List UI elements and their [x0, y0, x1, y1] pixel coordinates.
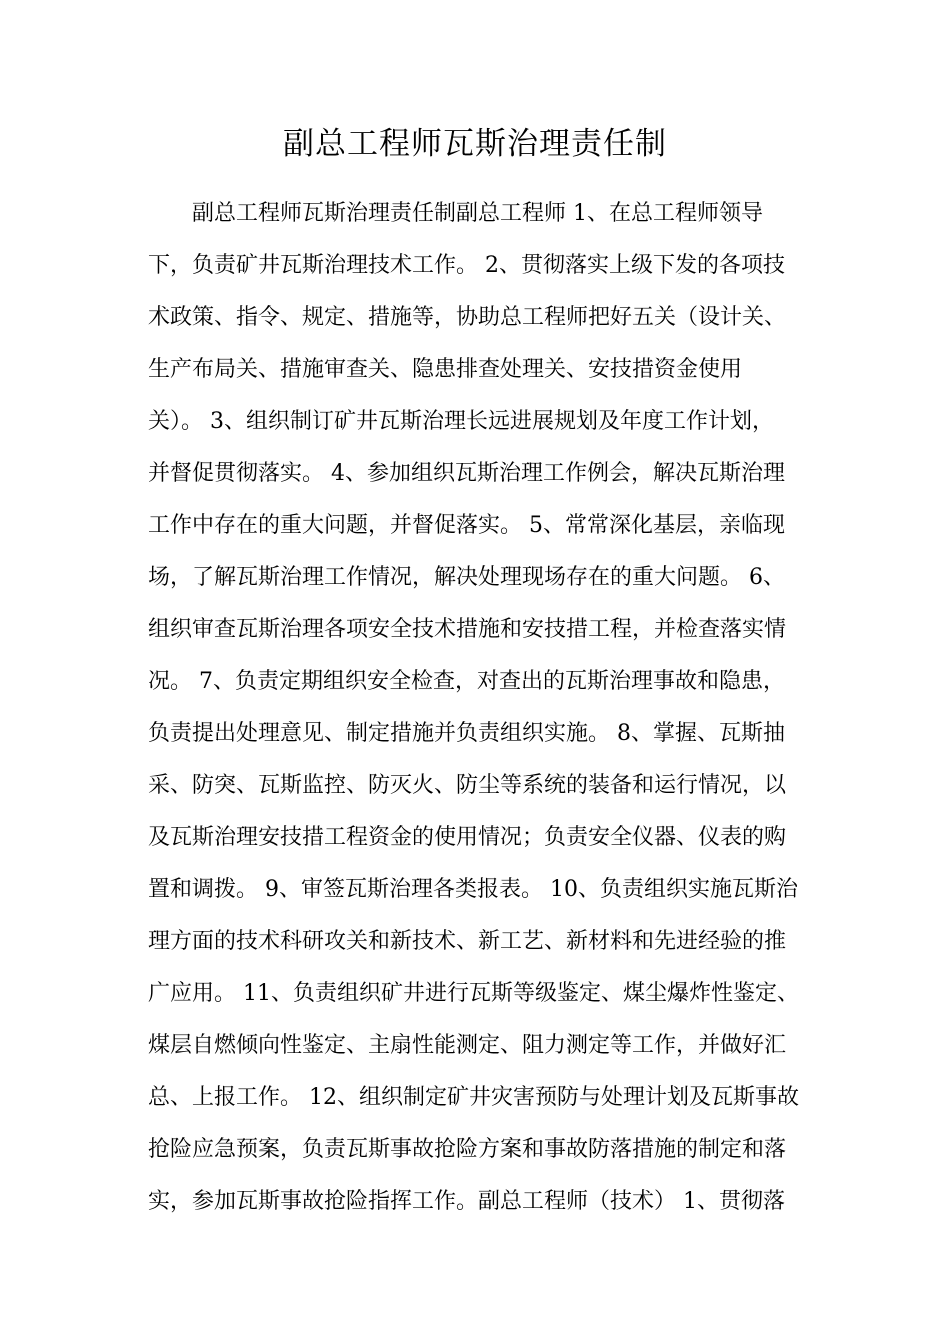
body-line: 实，参加瓦斯事故抢险指挥工作。副总工程师（技术） 1、贯彻落: [148, 1189, 785, 1214]
document-body: [148, 198, 808, 1238]
body-line: 理方面的技术科研攻关和新技术、新工艺、新材料和先进经验的推: [148, 929, 787, 954]
body-line: 负责提出处理意见、制定措施并负责组织实施。 8、掌握、瓦斯抽: [148, 721, 785, 746]
document-title: 副总工程师瓦斯治理责任制: [283, 126, 667, 162]
body-line: 工作中存在的重大问题，并督促落实。 5、常常深化基层，亲临现: [148, 513, 785, 538]
body-line: 总、上报工作。 12、组织制定矿井灾害预防与处理计划及瓦斯事故: [148, 1085, 799, 1110]
body-line: 广应用。 11、负责组织矿井进行瓦斯等级鉴定、煤尘爆炸性鉴定、: [148, 981, 799, 1006]
body-line: 副总工程师瓦斯治理责任制副总工程师 1、在总工程师领导: [192, 201, 763, 226]
body-line: 抢险应急预案，负责瓦斯事故抢险方案和事故防落措施的制定和落: [148, 1137, 787, 1162]
body-line: 及瓦斯治理安技措工程资金的使用情况；负责安全仪器、仪表的购: [148, 825, 787, 850]
body-line: 况。 7、负责定期组织安全检查，对查出的瓦斯治理事故和隐患，: [148, 669, 785, 694]
body-line: 并督促贯彻落实。 4、参加组织瓦斯治理工作例会，解决瓦斯治理: [148, 461, 785, 486]
body-line: 关）。 3、组织制订矿井瓦斯治理长远进展规划及年度工作计划，: [148, 409, 774, 434]
body-line: 生产布局关、措施审查关、隐患排查处理关、安技措资金使用: [148, 357, 743, 382]
body-line: 置和调拨。 9、审签瓦斯治理各类报表。 10、负责组织实施瓦斯治: [148, 877, 798, 902]
body-line: 组织审查瓦斯治理各项安全技术措施和安技措工程，并检查落实情: [148, 617, 787, 642]
body-line: 下，负责矿井瓦斯治理技术工作。 2、贯彻落实上级下发的各项技: [148, 253, 785, 278]
body-line: 煤层自燃倾向性鉴定、主扇性能测定、阻力测定等工作，并做好汇: [148, 1033, 787, 1058]
body-line: 术政策、指令、规定、措施等，协助总工程师把好五关（设计关、: [148, 305, 787, 330]
body-line: 场，了解瓦斯治理工作情况，解决处理现场存在的重大问题。 6、: [148, 565, 785, 590]
body-line: 采、防突、瓦斯监控、防灭火、防尘等系统的装备和运行情况，以: [148, 773, 787, 798]
